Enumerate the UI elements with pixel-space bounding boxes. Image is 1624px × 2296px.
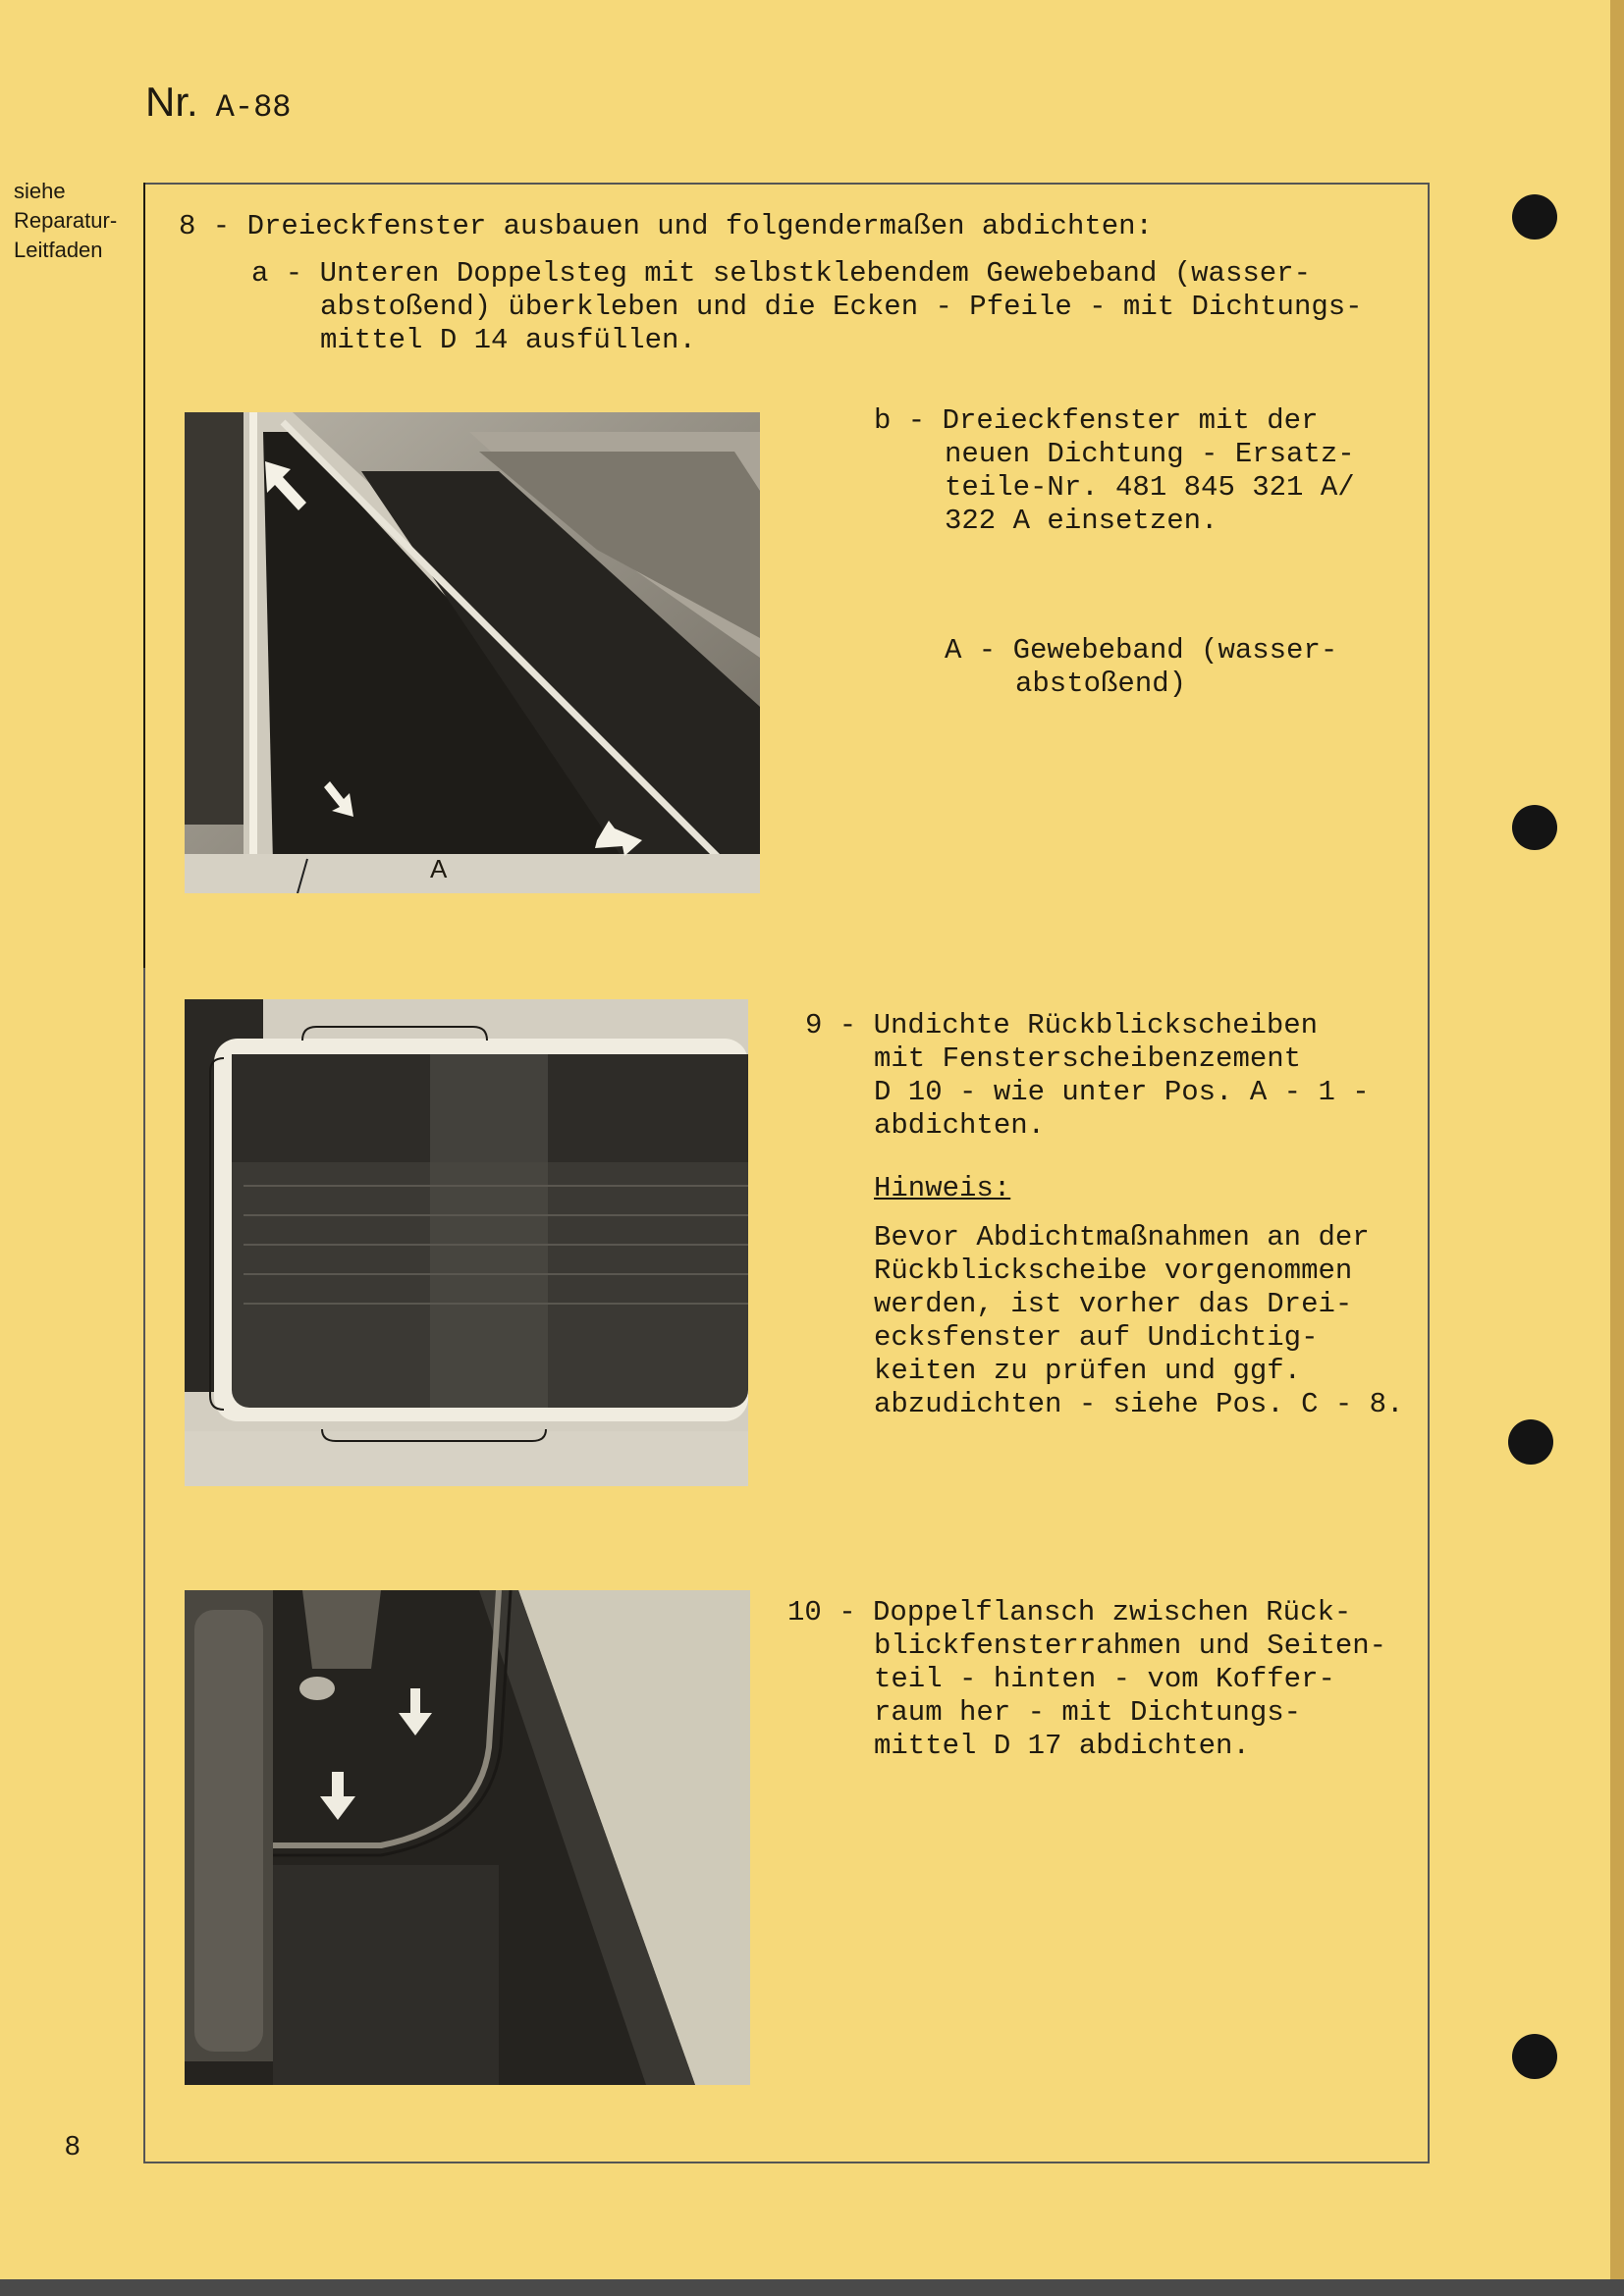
page-number: 8 bbox=[65, 2130, 81, 2161]
step8-b-line: 322 A einsetzen. bbox=[945, 505, 1218, 537]
step8-legend-line: abstoßend) bbox=[1015, 667, 1187, 700]
step9-note-line: keiten zu prüfen und ggf. bbox=[874, 1355, 1302, 1387]
photo-rear-window-art bbox=[185, 999, 748, 1486]
photo-quarter-window-art bbox=[185, 412, 760, 893]
step10-line: raum her - mit Dichtungs- bbox=[874, 1696, 1302, 1729]
step8-b-line: neuen Dichtung - Ersatz- bbox=[945, 438, 1355, 470]
side-note bbox=[14, 177, 117, 265]
binder-hole bbox=[1512, 2034, 1557, 2079]
step9-line: D 10 - wie unter Pos. A - 1 - bbox=[874, 1076, 1370, 1108]
step8-a-line: mittel D 14 ausfüllen. bbox=[320, 324, 696, 356]
step10-line: blickfensterrahmen und Seiten- bbox=[874, 1629, 1387, 1662]
step8-a-line: abstoßend) überkleben und die Ecken - Pfeile - mit Dichtungs- bbox=[320, 291, 1363, 323]
document-number-prefix: Nr. bbox=[145, 79, 198, 125]
step9-line: abdichten. bbox=[874, 1109, 1046, 1142]
side-note-line: siehe bbox=[14, 179, 66, 203]
step10-line: 10 - Doppelflansch zwischen Rück- bbox=[787, 1596, 1352, 1629]
step8-b-line: teile-Nr. 481 845 321 A/ bbox=[945, 471, 1355, 504]
step8-title: 8 - Dreieckfenster ausbauen und folgendermaßen abdichten: bbox=[179, 210, 1153, 242]
step9-note-line: Rückblickscheibe vorgenommen bbox=[874, 1255, 1353, 1287]
document-number bbox=[145, 79, 291, 126]
step9-note-heading: Hinweis: bbox=[874, 1172, 1011, 1204]
step8-a-line: a - Unteren Doppelsteg mit selbstklebendem Gewebeband (wasser- bbox=[251, 257, 1311, 290]
step9-note-line: werden, ist vorher das Drei- bbox=[874, 1288, 1353, 1320]
step10-line: teil - hinten - vom Koffer- bbox=[874, 1663, 1335, 1695]
margin-rule bbox=[143, 183, 145, 968]
binder-hole bbox=[1512, 194, 1557, 240]
binder-hole bbox=[1508, 1419, 1553, 1465]
photo-label-a: A bbox=[430, 854, 448, 883]
step9-note-line: abzudichten - siehe Pos. C - 8. bbox=[874, 1388, 1404, 1420]
side-note-line: Reparatur- bbox=[14, 208, 118, 233]
page-edge bbox=[1610, 0, 1624, 2296]
step9-note-line: Bevor Abdichtmaßnahmen an der bbox=[874, 1221, 1370, 1254]
scan-edge bbox=[0, 2279, 1624, 2296]
photo-quarter-window bbox=[185, 412, 760, 893]
photo-rear-window bbox=[185, 999, 748, 1486]
binder-hole bbox=[1512, 805, 1557, 850]
step9-line: 9 - Undichte Rückblickscheiben bbox=[805, 1009, 1319, 1041]
step9-note-line: ecksfenster auf Undichtig- bbox=[874, 1321, 1319, 1354]
step8-b-line: b - Dreieckfenster mit der bbox=[874, 404, 1319, 437]
photo-double-flange-art bbox=[185, 1590, 750, 2085]
side-note-line: Leitfaden bbox=[14, 238, 103, 262]
document-number-value: A-88 bbox=[215, 89, 292, 126]
step9-line: mit Fensterscheibenzement bbox=[874, 1042, 1302, 1075]
step10-line: mittel D 17 abdichten. bbox=[874, 1730, 1250, 1762]
photo-double-flange bbox=[185, 1590, 750, 2085]
step8-legend-line: A - Gewebeband (wasser- bbox=[945, 634, 1338, 667]
